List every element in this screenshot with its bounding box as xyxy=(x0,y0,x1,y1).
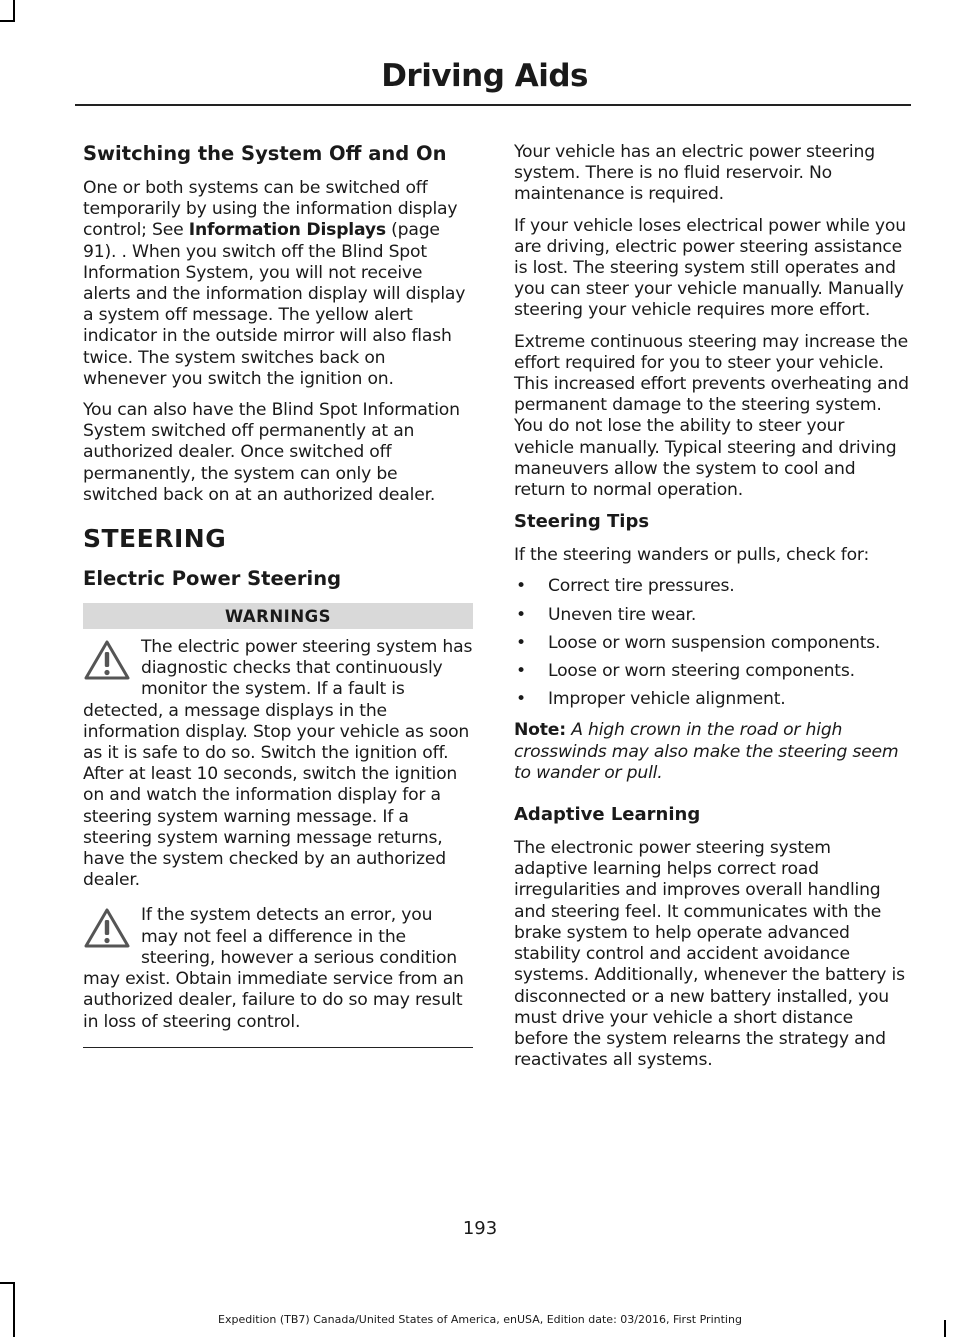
right-column xyxy=(514,142,909,1081)
list-item: • Loose or worn steering components. xyxy=(514,661,909,682)
switch-paragraph-2: You can also have the Blind Spot Information System switched off permanently at an authorized dealer. Once switched off permanently, the system can only be switched back on at an authorized dealer. xyxy=(83,400,460,505)
left-column xyxy=(83,142,473,1048)
crop-mark xyxy=(13,1282,15,1337)
eps-paragraph-1: Your vehicle has an electric power steering system. There is no fluid reservoir. No maintenance is required. xyxy=(514,142,875,205)
steering-tips-list xyxy=(514,576,909,710)
crop-mark xyxy=(13,0,15,22)
switch-paragraph-1: One or both systems can be switched off temporarily by using the information display control; See Information Displays (page 91). . When you switch off the Blind Spot Information System, you will not receive alerts and the information display will display a system off message. The yellow alert indicator in the outside mirror will also flash twice. The system switches back on whenever you switch the ignition on. xyxy=(83,178,466,389)
information-displays-link[interactable]: Information Displays xyxy=(188,220,386,241)
eps-paragraph-2: If your vehicle loses electrical power while you are driving, electric power steering assistance is lost. The steering system still operates and you can steer your vehicle manually. Manually steering your vehicle requires more effort. xyxy=(514,215,906,321)
warning-triangle-icon xyxy=(83,639,131,681)
eps-paragraph-3: Extreme continuous steering may increase the effort required for you to steer your vehicle. This increased effort prevents overheating and permanent damage to the steering system. You do not lose the ability to steer your vehicle manually. Typical steering and driving maneuvers allow the system to cool and return to normal operation. xyxy=(514,331,909,501)
steering-tips-intro: If the steering wanders or pulls, check for: xyxy=(514,545,870,566)
steering-heading: STEERING xyxy=(83,524,227,554)
switch-heading: Switching the System Off and On xyxy=(83,142,447,165)
crop-mark xyxy=(0,20,15,22)
footer-text: Expedition (TB7) Canada/United States of America, enUSA, Edition date: 03/2016, First Printing xyxy=(218,1313,742,1326)
warning-triangle-icon xyxy=(83,907,131,949)
list-item: • Improper vehicle alignment. xyxy=(514,689,909,710)
warnings-heading: WARNINGS xyxy=(83,603,473,629)
warning-text-2: If the system detects an error, you may not feel a difference in the steering, however a serious condition may exist. Obtain immediate service from an authorized dealer, failure to do so may result in loss of steering control. xyxy=(83,905,464,1032)
warning-item xyxy=(83,905,473,1032)
adaptive-learning-heading: Adaptive Learning xyxy=(514,804,701,826)
note-label: Note: xyxy=(514,720,566,741)
adaptive-learning-paragraph: The electronic power steering system adaptive learning helps correct road irregularities and improves overall handling and steering feel. It communicates with the brake system to help operate advanced stability control and accident avoidance systems. Additionally, whenever the battery is disconnected or a new battery installed, you must drive your vehicle a short distance before the system relearns the strategy and reactivates all systems. xyxy=(514,838,905,1071)
warning-text-1: The electric power steering system has diagnostic checks that continuously monitor the system. If a fault is detected, a message displays in the information display. Stop your vehicle as soon as it is safe to do so. Switch the ignition off. After at least 10 seconds, switch the ignition on and watch the information display for a steering system warning message. If a steering system warning message returns, have the system checked by an authorized dealer. xyxy=(83,637,473,891)
header-divider xyxy=(75,104,911,106)
warnings-end-rule xyxy=(83,1047,473,1048)
steering-tips-heading: Steering Tips xyxy=(514,511,650,533)
note-text: A high crown in the road or high crosswinds may also make the steering seem to wander or pull. xyxy=(514,720,899,783)
crop-mark xyxy=(0,1282,15,1284)
note xyxy=(514,720,909,784)
warning-item xyxy=(83,637,473,891)
eps-heading: Electric Power Steering xyxy=(83,567,342,591)
section-title: Driving Aids xyxy=(381,58,588,94)
page-number: 193 xyxy=(462,1218,498,1239)
list-item: • Uneven tire wear. xyxy=(514,605,909,626)
list-item: • Correct tire pressures. xyxy=(514,576,909,597)
list-item: • Loose or worn suspension components. xyxy=(514,633,909,654)
